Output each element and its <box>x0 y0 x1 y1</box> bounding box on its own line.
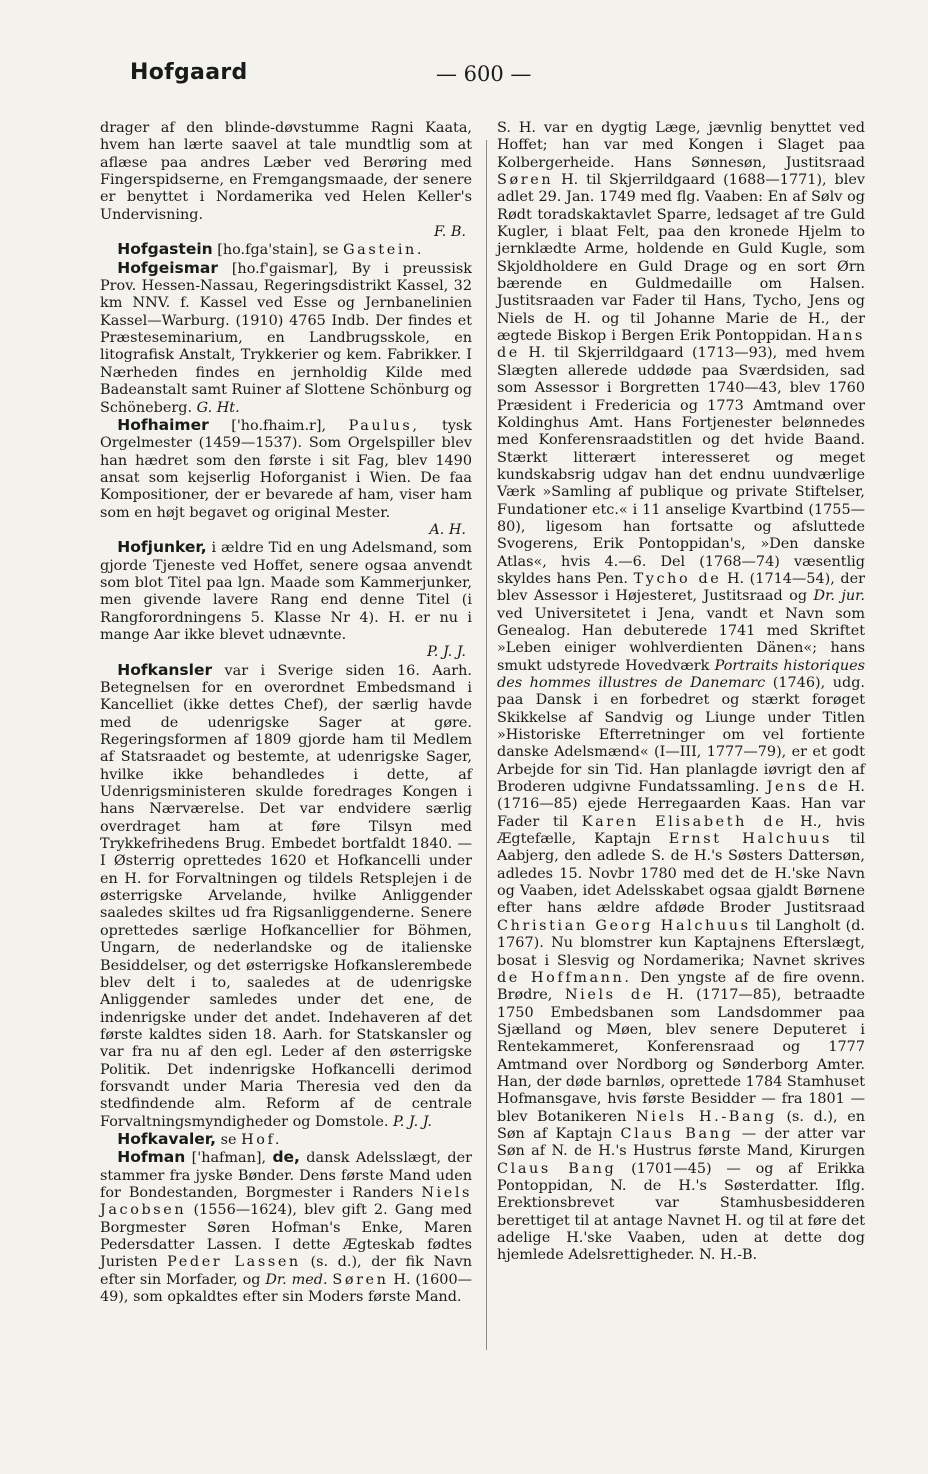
entry-text: i ældre Tid en ung Adelsmand, som gjorde Tjeneste ved Hoffet, senere ogsaa anvendt som blot Titel paa lgn. Maade som Kammerjunker, men givende lavere Rang end denne Titel (i Rangforordningens 5. Klasse Nr 4). H. er nu i mange Aar ikke blevet udnævnte. <box>100 540 472 643</box>
entry-text: — der atter var Søn af N. de H.'s Hustrus første Mand, Kirurgen <box>497 1125 866 1160</box>
headword: Hofgeismar <box>117 258 219 277</box>
entry-hofjunker <box>100 539 472 661</box>
signature: F. B. <box>433 224 466 241</box>
headword: Hofgastein <box>117 240 213 259</box>
entry-text: H. (1717—85), betraadte 1750 Embedsbanen som Landsdommer paa Sjælland og Møen, blev senere Deputeret i Rentekammeret, Konferensraad og 1777 Amtmand over Nordborg og Sønderborg Amter. Han, der døde barnløs, oprettede 1784 Stamhuset Hofmansgave, hvis første Besidder — fra 1801 — blev Botanikeren <box>497 987 865 1125</box>
page-number: — 600 — <box>436 62 532 86</box>
person-name: Niels Jacobsen <box>100 1184 473 1219</box>
entry-text: til Aabjerg, den adlede S. de H.'s Søsters Dattersøn, adledes 15. Novbr 1780 med det de H.'ske Navn og Vaaben, idet Adelsskabet ogsaa gjaldt Børnene efter hans ældre afdøde Broder Justitsraad <box>497 831 866 917</box>
entry-text: H. (1714—54), der blev Assessor i Højesteret, Justitsraad og <box>497 570 865 605</box>
person-name: Karen Elisabeth de <box>581 813 787 830</box>
person-name: Claus Bang <box>620 1125 734 1142</box>
headword: Hofman <box>117 1148 186 1167</box>
degree-title: Dr. jur. <box>813 588 865 605</box>
entry-text: S. H. var en dygtig Læge, jævnlig benyttet ved Hoffet; han var med Kongen i Slaget paa Kolbergerheide. Hans Sønnesøn, Justitsraad <box>497 120 865 171</box>
person-name: Paulus, <box>348 417 420 434</box>
cross-reference: Gastein. <box>343 242 425 259</box>
entry-hofkavaler <box>100 1131 472 1149</box>
book-title: Portraits historiques des hommes illustres de Danemarc <box>497 657 865 691</box>
entry-text: (1746), udg. paa Dansk i en forbedret og stærkt forøget Skikkelse af Sandvig og Liunge under Titlen »Historiske Efterretninger om vel fortiente danske Adelsmænd« (I—III, 1777—79), er et godt Arbejde for sin Tid. Han planlagde iøvrigt den af Broderen udgivne Fundatssamling. <box>497 675 865 796</box>
entry-hofman-continued <box>497 120 865 1265</box>
headword: Hofhaimer <box>117 415 209 434</box>
signature: P. J. J. <box>427 644 466 661</box>
signature: A. H. <box>429 521 466 538</box>
person-name: Ernst Halchuus <box>668 831 832 848</box>
entry-hofgeismar <box>100 260 472 417</box>
entry-text: til Langholt (d. 1767). Nu blomstrer kun Kaptajnens Efterslægt, bosat i Slesvig og Nordamerika; Navnet skrives <box>497 917 865 969</box>
entry-text: H. til Skjerrildgaard (1713—93), med hvem Slægten allerede uddøde paa Sværdsiden, sad som Assessor i Borgretten 1740—43, blev 1760 Præsident i Fredericia og 1773 Amtmand over Koldinghus Amt. Hans Fortjenester belønnedes med Konferensraadstitlen og det hvide Baand. Stærkt litterært interesseret og meget kundskabsrig udgav han det endnu uundværlige Værk »Samling af publique og private Stiftelser, Fundationer etc.« i 11 anselige Kvartbind (1755—80), ligesom han fortsatte og afsluttede Svogerens, Erik Pontoppidan's, »Den danske Atlas«, hvis 4.—6. Del (1768—74) væsentlig skyldes hans Pen. <box>497 345 865 587</box>
right-column <box>497 120 865 1265</box>
person-name: Jens de <box>766 779 841 796</box>
pronunciation: ['hafman], <box>191 1150 267 1167</box>
entry-text: se <box>220 1131 237 1148</box>
headword: Hofkansler <box>117 660 213 679</box>
entry-text: var i Sverige siden 16. Aarh. Betegnelsen for en overordnet Embedsmand i Kancelliet (ikke dettes Chef), der særlig havde med de udenrigske Sager at gøre. Regeringsformen af 1809 gjorde ham til Medlem af Statsraadet og bestemte, at udenrigske Sager, hvilke ikke behandledes i dette, af Udenrigsministeren skulde foredrages Kongen i hans Nærværelse. Det var endvidere særlig overdraget ham at føre Tilsyn med Trykkefrihedens Brug. Embedet bortfaldt 1840. — I Østerrig oprettedes 1620 et Hofkancelli under en H. for Forvaltningen og tildels Retsplejen i de østerrigske Arvelande, hvilke Anliggender saaledes skiltes ud fra Rigsanliggenderne. Senere oprettedes særlige Hofkancellier for Böhmen, Ungarn, de nederlandske og de italienske Besiddelser, og det østerrigske Hofkanslerembede blev delt i to, saaledes at de udenrigske Anliggender samledes under det ene, de indenrigske under det andet. Indehaveren af det første kaldtes siden 18. Aarh. for Statskansler og var fra nu af den egl. Leder af den østerrigske Politik. Det indenrigske Hofkancelli derimod forsvandt under Maria Theresia ved den da stedfindende alm. Reform af de centrale Forvaltningsmyndigheder og Domstole. <box>100 662 473 1130</box>
entry-text: (s. d.), en Søn af Kaptajn <box>497 1108 865 1142</box>
entry-text: H., hvis Ægtefælle, Kaptajn <box>497 813 866 848</box>
entry-hofkansler <box>100 662 472 1131</box>
entry-text: H. (1716—85) ejede Herregaarden Kaas. Han var Fader til <box>497 779 865 830</box>
person-name: Claus Bang <box>497 1160 617 1177</box>
entry-text: (1556—1624), blev gift 2. Gang med Borgmester Søren Hofman's Enke, Maren Pedersdatter Lassen. I dette Ægteskab fødtes Juristen <box>100 1202 473 1271</box>
entry-continuation <box>100 120 472 241</box>
headword-particle: de, <box>272 1148 300 1167</box>
person-name: Niels H.-Bang <box>636 1108 777 1125</box>
headword: Hofjunker, <box>117 538 207 557</box>
entry-text: tysk Orgelmester (1459—1537). Som Orgelspiller blev han hædret som den første i sit Fag, blev 1490 ansat som kejserlig Hoforganist i Wien. De faa Kompositioner, der er bevarede af ham, viser ham som en højt begavet og original Mester. <box>100 417 472 521</box>
person-name: Hans de <box>497 328 865 362</box>
person-name: Søren <box>332 1271 389 1288</box>
entry-text: [ho.fga'stain], se <box>217 242 339 259</box>
person-name: Peder Lassen <box>167 1254 301 1271</box>
cross-reference: Hof. <box>241 1131 283 1148</box>
continuation-text: drager af den blinde-døvstumme Ragni Kaata, hvem han lærte saavel at tale mundtlig som at aflæse paa andres Læber ved Berøring med Fingerspidserne, en Fremgangsmaade, der senere er benyttet i Nordamerika ved Helen Keller's Undervisning. <box>100 120 472 223</box>
entry-text: dansk Adelsslægt, der stammer fra jyske Bønder. Dens første Mand uden for Bondestanden, Borgmester i Randers <box>100 1150 472 1201</box>
person-name: Christian Georg Halchuus <box>497 917 751 934</box>
entry-text: (s. d.), der fik Navn efter sin Morfader, og <box>100 1254 473 1288</box>
running-head: Hofgaard <box>130 60 248 85</box>
person-name: Tycho de <box>633 570 722 587</box>
entry-text: Den yngste af de fire ovenn. Brødre, <box>497 969 865 1004</box>
entry-text: H. (1600—49), som opkaldtes efter sin Moders første Mand. <box>100 1271 472 1306</box>
entry-text: [ho.f'gaismar], By i preussisk Prov. Hessen-Nassau, Regeringsdistrikt Kassel, 32 km NNV. f. Kassel ved Esse og Jernbanelinien Kassel—Warburg. (1910) 4765 Indb. Der findes et Præsteseminarium, en Landbrugsskole, en litografisk Anstalt, Trykkerier og kem. Fabrikker. I Nærheden findes en jernholdig Kilde med Badeanstalt samt Ruiner af Slottene Schönburg og Schöneberg. <box>100 260 473 416</box>
signature-inline: G. Ht. <box>196 399 240 416</box>
entry-text: H. til Skjerrildgaard (1688—1771), blev adlet 29. Jan. 1749 med flg. Vaaben: En af Sølv og Rødt toradskaktavlet Sparre, ledsaget af tre Guld Kugler, i blaat Felt, paa den kronede Hjelm to jernklædte Arme, holdende en Guld Kugle, som Skjoldholdere en Guld Drage og en sort Ørn bærende en Guldmedaille om Halsen. Justitsraaden var Fader til Hans, Tycho, Jens og Niels de H. og til Johanne Marie de H., der ægtede Biskop i Bergen Erik Pontoppidan. <box>497 172 865 345</box>
entry-hofman <box>100 1149 472 1306</box>
degree-title: Dr. med. <box>265 1271 328 1288</box>
column-divider <box>486 140 487 1350</box>
entry-hofhaimer <box>100 417 472 539</box>
person-name: de Hoffmann. <box>497 969 632 986</box>
entry-text: (1701—45) — og af Erikka Pontoppidan, N. de H.'s Søsterdatter. Iflg. Erektionsbrevet var Stamhusbesidderen berettiget til at antage Navnet H. og til at føre det adelige H.'ske Vaaben, uden at dette dog hjemlede Adelsrettigheder. N. H.-B. <box>497 1160 865 1264</box>
person-name: Søren <box>497 172 554 189</box>
signature-inline: P. J. J. <box>393 1113 432 1130</box>
pronunciation: ['ho.fhaim.r], <box>231 417 327 434</box>
headword: Hofkavaler, <box>117 1129 217 1148</box>
person-name: Niels de <box>564 987 654 1004</box>
entry-text: ved Universitetet i Jena, vandt et Navn som Genealog. Han debuterede 1741 med Skriftet »Leben einiger wohlverdienten Dänen«; hans smukt udstyrede Hovedværk <box>497 605 865 674</box>
entry-hofgastein <box>100 241 472 259</box>
left-column <box>100 120 472 1306</box>
